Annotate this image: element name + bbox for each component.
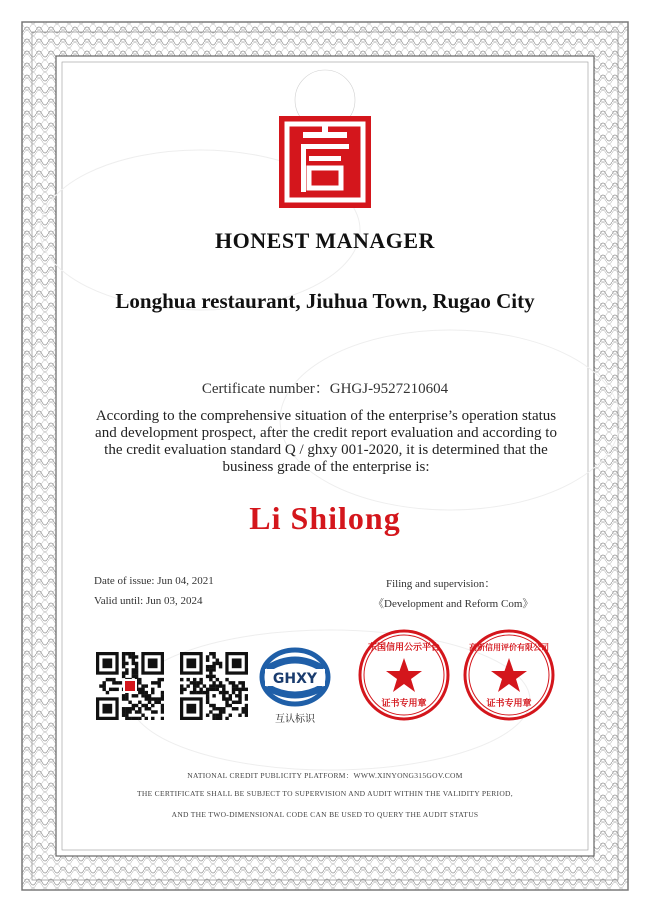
ghxy-caption: 互认标识: [275, 714, 315, 725]
qr-code-icon[interactable]: [180, 652, 248, 720]
footer-line: THE CERTIFICATE SHALL BE SUBJECT TO SUPERVISION AND AUDIT WITHIN THE VALIDITY PERIOD,: [137, 789, 513, 798]
svg-text:证书专用章: 证书专用章: [486, 699, 532, 709]
svg-text:东国信用公示平台: 东国信用公示平台: [367, 643, 441, 653]
red-seal-stamp: [357, 628, 451, 722]
footer-line: AND THE TWO-DIMENSIONAL CODE CAN BE USED TO QUERY THE AUDIT STATUS: [171, 810, 479, 819]
evaluation-description: According to the comprehensive situation of the enterprise’s operation status and development prospect, after the credit report evaluation and according to the credit evaluation standard Q / ghxy 001-2020, it is determined that the business grade of the enterprise is:: [95, 408, 557, 475]
date-of-issue: Date of issue: Jun 04, 2021: [94, 575, 214, 587]
ghxy-logo-icon: [259, 647, 331, 707]
company-name: Longhua restaurant, Jiuhua Town, Rugao City: [115, 289, 535, 313]
certificate-title: HONEST MANAGER: [215, 228, 435, 253]
certificate-number: Certificate number：GHGJ-9527210604: [201, 381, 449, 397]
seal-logo-icon: [279, 116, 371, 208]
filing-label: Filing and supervision：: [386, 578, 496, 590]
svg-text:高新信用评价有限公司: 高新信用评价有限公司: [469, 643, 549, 652]
svg-text:证书专用章: 证书专用章: [381, 699, 427, 709]
holder-name: Li Shilong: [249, 500, 401, 536]
filing-body: 《Development and Reform Com》: [373, 598, 534, 610]
qr-code-icon[interactable]: [96, 652, 164, 720]
ghxy-logo-text: GHXY: [272, 671, 318, 687]
red-seal-stamp: [462, 628, 556, 722]
valid-until: Valid until: Jun 03, 2024: [94, 595, 203, 607]
footer-line: NATIONAL CREDIT PUBLICITY PLATFORM：WWW.XINYONG315GOV.COM: [187, 771, 463, 780]
